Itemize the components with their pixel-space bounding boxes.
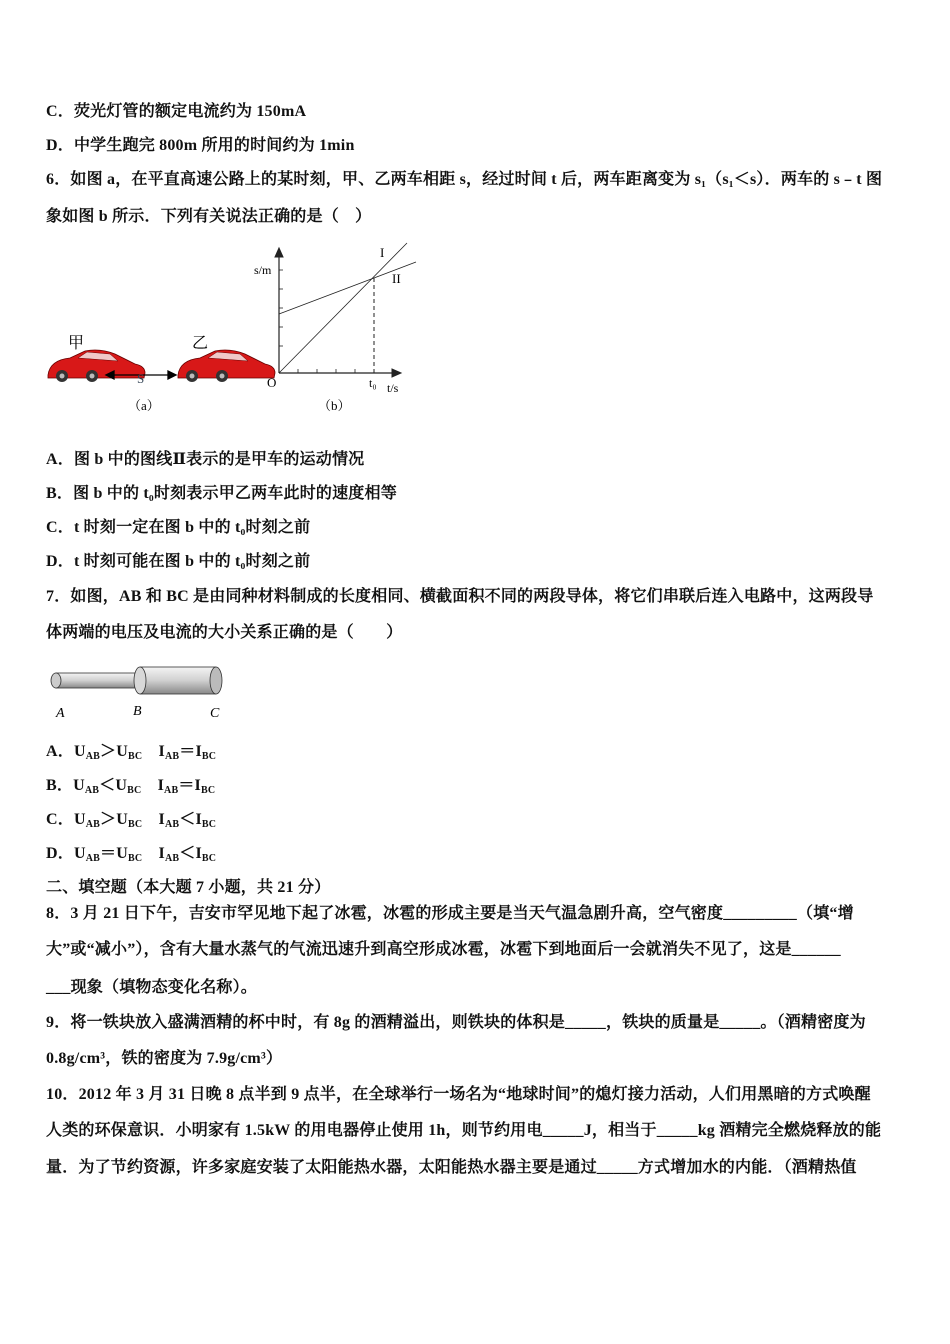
q6-stem-line1: 6．如图 a，在平直高速公路上的某时刻，甲、乙两车相距 s，经过时间 t 后，两车距离变为 s₁（s₁＜s）．两车的 s﹣t 图 [46,171,883,188]
label-a: A [56,706,65,721]
x-axis-label: t/s [387,381,399,395]
q5-option-d: D．中学生跑完 800m 所用的时间约为 1min [46,137,355,154]
q5-option-c: C．荧光灯管的额定电流约为 150mA [46,103,307,120]
q6-option-a: A．图 b 中的图线Ⅱ表示的是甲车的运动情况 [46,451,365,468]
q8-line2: 大”或“减小”），含有大量水蒸气的气流迅速升到高空形成冰雹，冰雹下到地面后一会就消失不见了，这是______ [46,941,841,958]
q9-line2: 0.8g/cm³，铁的密度为 7.9g/cm³） [46,1050,283,1067]
q7-conductor-figure [44,660,234,725]
origin-label: O [267,375,277,390]
q6-stem-line2: 象如图 b 所示．下列有关说法正确的是（ ） [46,208,372,225]
y-axis-label: s/m [254,263,272,277]
line-II [279,262,416,314]
q10-line3: 量．为了节约资源，许多家庭安装了太阳能热水器，太阳能热水器主要是通过_____方式增加水的内能．（酒精热值 [46,1159,857,1176]
q9-line1: 9．将一铁块放入盛满酒精的杯中时，有 8g 的酒精溢出，则铁块的体积是_____，铁块的质量是_____。（酒精密度为 [46,1014,866,1031]
label-c: C [210,706,220,721]
q7-option-a: A．$U_{AB}>U_{BC}$ $I_{AB}=I_{BC}$ [46,743,217,762]
line1-label: I [380,245,385,260]
q7-option-c: C．$U_{AB}>U_{BC}$ $I_{AB}<I_{BC}$ [46,811,217,830]
car-jia-icon [48,350,145,382]
q8-line1: 8．3 月 21 日下午，吉安市罕见地下起了冰雹，冰雹的形成主要是当天气温急剧升高，空气密度_________（填“增 [46,905,854,922]
label-b: B [133,704,142,719]
q10-line1: 10．2012 年 3 月 31 日晚 8 点半到 9 点半，在全球举行一场名为“地球时间”的熄灯接力活动，人们用黑暗的方式唤醒 [46,1086,871,1103]
car-yi-label: 乙 [192,335,209,352]
q7-option-b: B．$U_{AB}<U_{BC}$ $I_{AB}=I_{BC}$ [46,777,216,796]
distance-label: S [137,371,145,386]
q6-figure [40,240,440,420]
q6-option-d: D．t 时刻可能在图 b 中的 t₀时刻之前 [46,553,311,570]
q6-option-b: B．图 b 中的 t₀时刻表示甲乙两车此时的速度相等 [46,485,397,502]
line2-label: II [392,271,401,286]
st-graph [275,243,416,377]
car-yi-icon [178,350,275,382]
car-jia-label: 甲 [68,335,85,352]
caption-b: （b） [318,398,351,413]
q10-line2: 人类的环保意识．小明家有 1.5kW 的用电器停止使用 1h，则节约用电_____J，相当于_____kg 酒精完全燃烧释放的能 [46,1122,882,1139]
q6-option-c: C．t 时刻一定在图 b 中的 t₀时刻之前 [46,519,311,536]
section-title: 二、填空题（本大题 7 小题，共 21 分） [46,879,331,896]
line-I [279,243,407,373]
q8-line3: ___现象（填物态变化名称）。 [46,979,258,996]
q7-stem-line2: 体两端的电压及电流的大小关系正确的是（ ） [46,624,403,641]
q7-stem-line1: 7．如图，AB 和 BC 是由同种材料制成的长度相同、横截面积不同的两段导体，将它们串联后连入电路中，这两段导 [46,588,874,605]
q7-option-d: D．$U_{AB}=U_{BC}$ $I_{AB}<I_{BC}$ [46,845,217,864]
caption-a: （a） [128,398,160,413]
t0-label: t₀ [369,376,377,390]
